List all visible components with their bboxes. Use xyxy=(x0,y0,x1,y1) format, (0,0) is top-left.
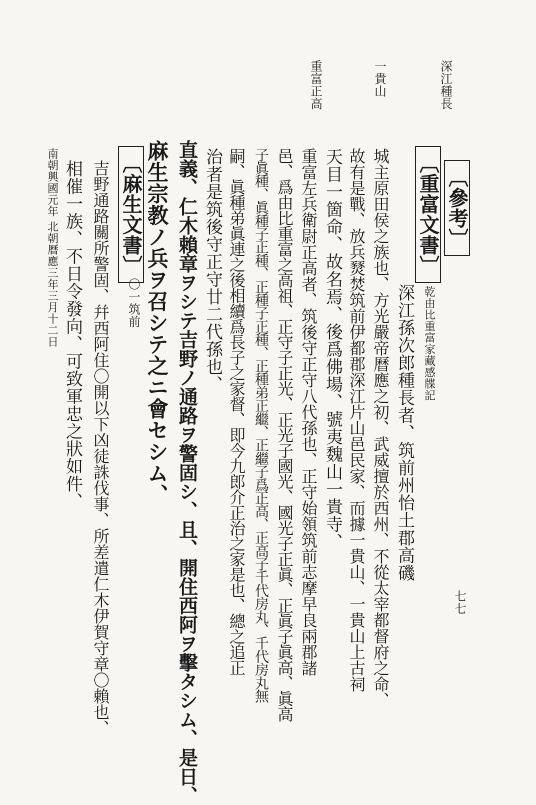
main-text-line-2: 麻生宗教ノ兵ヲ召シテ之ニ會セシム、 xyxy=(145,140,170,506)
footer-date: 南朝興國元年 北朝曆應三年三月十二日 xyxy=(46,148,59,348)
shigetomi-line-4: 天目一箇命、故名焉、後爲佛場、號夷魏山一貴寺、 xyxy=(322,148,342,551)
aso-sub-note: 〇一筑前 xyxy=(127,278,141,328)
shigetomi-line-7: 子眞種、眞種子正種、正種子正種、正種弟正繼、正繼子爲正高、正高子千代房丸、千代房丸無 xyxy=(253,148,269,703)
shigetomi-line-9: 治者是筑後守正守廿二代孫也、 xyxy=(202,148,222,393)
shigetomi-line-3: 故有是戰、放兵燹焚筑前伊都郡深江片山邑民家、而據一貴山、一貴山上古祠 xyxy=(347,148,366,692)
main-text-line-1: 直義、仁木賴章ヲシテ吉野ノ通路ヲ警固シ、且、開住西阿ヲ擊タシム、是日、 xyxy=(176,140,198,805)
aso-line-2: 相催一族、不日令發向、可致軍忠之狀如件、 xyxy=(62,160,82,510)
shigetomi-document-heading: 〔重富文書〕 xyxy=(415,146,441,283)
note-shigetomi-masataka: 重富正高 xyxy=(309,60,323,110)
shigetomi-line-2: 城主原田侯之族也、方光嚴帝曆應之初、武威擅於西州、不從太宰都督府之命、 xyxy=(371,148,390,708)
shigetomi-line-5: 重富左兵衛尉正高者、筑後守正守八代孫也、正守始領筑前志摩早良兩郡諸 xyxy=(299,148,318,676)
shigetomi-line-8: 嗣、眞種弟眞連之後相續爲長子之家督、即今九郎介正治之家是也、總之追正 xyxy=(227,148,246,675)
shigetomi-line-1: 深江孫次郎種長者、筑前州怡土郡高磯 xyxy=(394,284,414,582)
shigetomi-line-6: 邑、爲由比重富之高祖、正守子正光、正光子國光、國光子正眞、正眞子眞高、眞高 xyxy=(275,148,294,722)
note-ikisan: 一貴山 xyxy=(373,60,387,98)
sankou-heading: 〔參考〕 xyxy=(444,160,470,256)
page-number: 七七 xyxy=(453,590,467,615)
shigetomi-source-note: 乾由比重富家藏感牒記 xyxy=(423,286,436,401)
aso-document-heading: 〔麻生文書〕 xyxy=(118,146,144,283)
aso-line-1: 吉野通路關所警固、幷西阿住〇開以下凶徒誅伐事、所差遣仁木伊賀守章〇賴也、 xyxy=(91,160,110,736)
note-fukae-tanenaga: 深江種長 xyxy=(439,60,453,110)
